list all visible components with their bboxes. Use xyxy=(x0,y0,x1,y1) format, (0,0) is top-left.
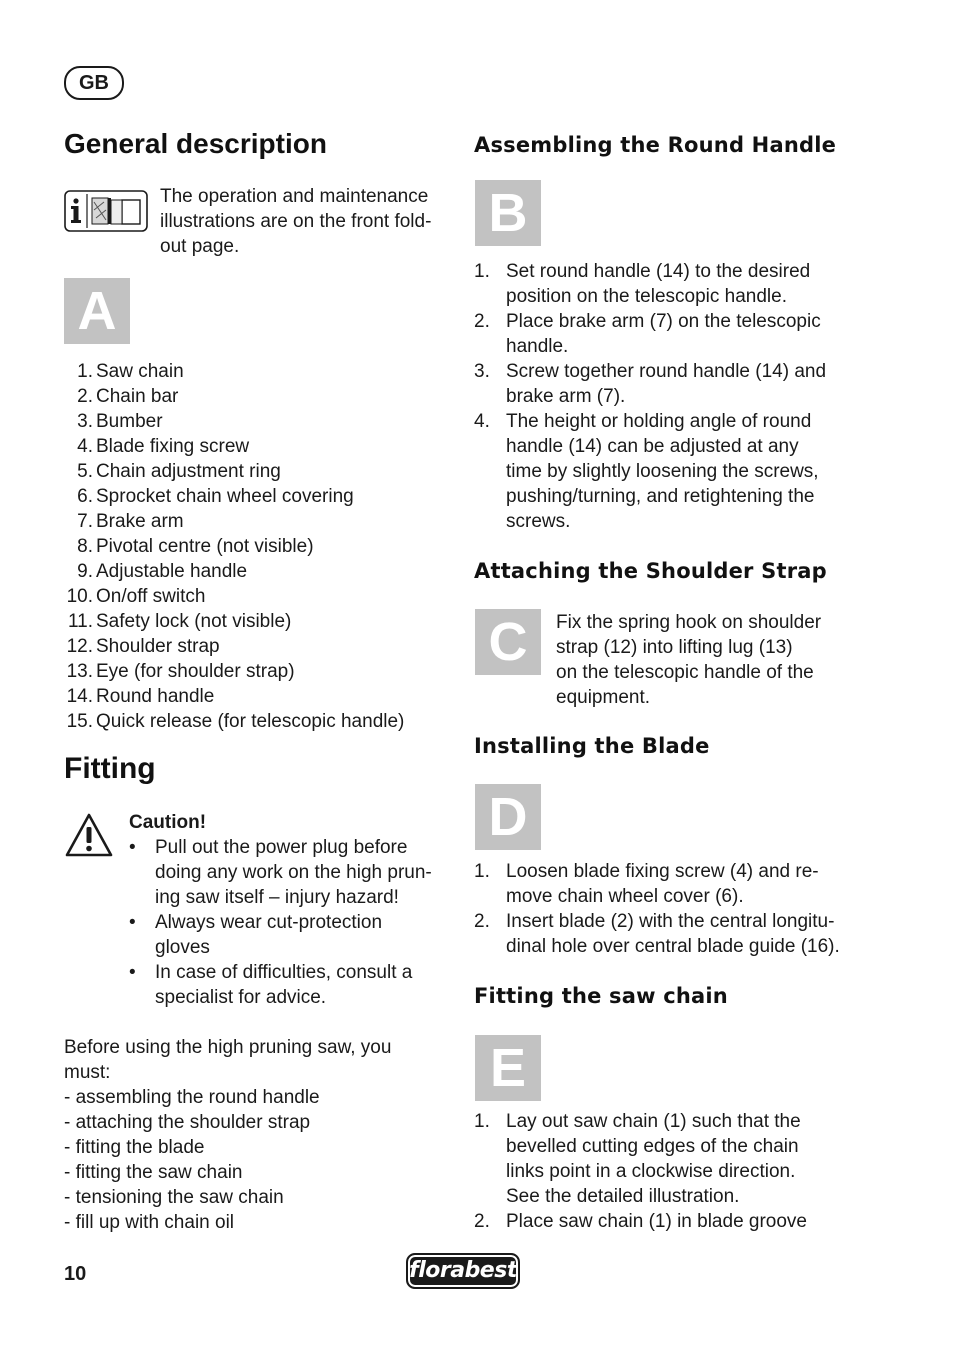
step-line: Set round handle (14) to the desired xyxy=(506,261,811,282)
before-use-line: - fitting the saw chain xyxy=(64,1162,243,1183)
item-number: 5. xyxy=(77,461,93,482)
before-use-line: Before using the high pruning saw, you xyxy=(64,1037,392,1058)
installing-blade-title: Installing the Blade xyxy=(474,734,710,758)
caution-item xyxy=(129,910,449,960)
step-item xyxy=(474,309,894,359)
installing-blade-steps xyxy=(474,859,894,959)
figure-c-label: C xyxy=(475,609,541,675)
item-text: Adjustable handle xyxy=(96,561,248,582)
step-item xyxy=(474,859,894,909)
caution-line: • In case of difficulties, consult a xyxy=(155,962,413,983)
step-line: dinal hole over central blade guide (16). xyxy=(506,936,840,957)
parts-list-item xyxy=(64,684,444,709)
step-item xyxy=(474,1109,894,1209)
before-use-line: - fill up with chain oil xyxy=(64,1212,235,1233)
caution-item xyxy=(129,960,449,1010)
before-use-line: - attaching the shoulder strap xyxy=(64,1112,311,1133)
step-item xyxy=(474,1209,894,1234)
caution-item xyxy=(129,835,449,910)
item-number: 10. xyxy=(66,586,93,607)
fitting-title: Fitting xyxy=(64,752,156,785)
parts-list-item xyxy=(64,459,444,484)
item-number: 7. xyxy=(77,511,93,532)
item-text: Chain adjustment ring xyxy=(96,461,281,482)
step-line: See the detailed illustration. xyxy=(506,1186,740,1207)
item-number: 6. xyxy=(77,486,93,507)
item-number: 3. xyxy=(77,411,93,432)
item-text: Blade fixing screw xyxy=(96,436,250,457)
round-handle-steps xyxy=(474,259,894,534)
before-use-line: - tensioning the saw chain xyxy=(64,1187,284,1208)
before-use-line: must: xyxy=(64,1062,111,1083)
figure-a-label: A xyxy=(64,278,130,344)
parts-list-item xyxy=(64,484,444,509)
step-line: The height or holding angle of round xyxy=(506,411,812,432)
step-number: 2. xyxy=(474,911,490,932)
step-line: screws. xyxy=(506,511,571,532)
parts-list-item xyxy=(64,659,444,684)
figure-d-label: D xyxy=(475,784,541,850)
item-number: 15. xyxy=(66,711,93,732)
general-description-title: General description xyxy=(64,128,327,159)
step-number: 3. xyxy=(474,361,490,382)
shoulder-strap-title: Attaching the Shoulder Strap xyxy=(474,559,827,583)
parts-list-item xyxy=(64,534,444,559)
caution-line: doing any work on the high prun- xyxy=(155,862,432,883)
parts-list-item xyxy=(64,584,444,609)
step-line: Insert blade (2) with the central longitu- xyxy=(506,911,835,932)
item-text: Shoulder strap xyxy=(96,636,220,657)
parts-list-item xyxy=(64,709,444,734)
item-text: Brake arm xyxy=(96,511,184,532)
step-line: Loosen blade fixing screw (4) and re- xyxy=(506,861,819,882)
round-handle-title: Assembling the Round Handle xyxy=(474,133,837,157)
before-use-list xyxy=(64,1035,444,1235)
before-use-line: - fitting the blade xyxy=(64,1137,205,1158)
warning-triangle-icon xyxy=(64,812,114,858)
step-line: Screw together round handle (14) and xyxy=(506,361,827,382)
before-use-line: - assembling the round handle xyxy=(64,1087,320,1108)
item-text: Sprocket chain wheel covering xyxy=(96,486,354,507)
parts-list-item xyxy=(64,409,444,434)
step-line: handle (14) can be adjusted at any xyxy=(506,436,799,457)
language-badge: GB xyxy=(64,66,124,100)
item-number: 2. xyxy=(77,386,93,407)
item-text: Bumber xyxy=(96,411,163,432)
caution-line: • Pull out the power plug before xyxy=(155,837,408,858)
parts-list-item xyxy=(64,509,444,534)
item-text: Safety lock (not visible) xyxy=(96,611,292,632)
caution-line: • Always wear cut-protection xyxy=(155,912,383,933)
step-line: bevelled cutting edges of the chain xyxy=(506,1136,799,1157)
step-number: 2. xyxy=(474,311,490,332)
item-text: On/off switch xyxy=(96,586,206,607)
item-number: 9. xyxy=(77,561,93,582)
step-line: position on the telescopic handle. xyxy=(506,286,787,307)
parts-list-item xyxy=(64,434,444,459)
parts-list-item xyxy=(64,609,444,634)
item-text: Quick release (for telescopic handle) xyxy=(96,711,405,732)
step-line: brake arm (7). xyxy=(506,386,626,407)
step-line: links point in a clockwise direction. xyxy=(506,1161,796,1182)
step-line: move chain wheel cover (6). xyxy=(506,886,744,907)
step-item xyxy=(474,259,894,309)
step-line: time by slightly loosening the screws, xyxy=(506,461,819,482)
parts-list-item xyxy=(64,559,444,584)
page-number: 10 xyxy=(64,1263,87,1285)
parts-list-item xyxy=(64,634,444,659)
step-line: Lay out saw chain (1) such that the xyxy=(506,1111,801,1132)
caution-title: Caution! xyxy=(129,812,207,833)
step-item xyxy=(474,359,894,409)
item-text: Eye (for shoulder strap) xyxy=(96,661,295,682)
step-line: Place brake arm (7) on the telescopic xyxy=(506,311,821,332)
step-line: handle. xyxy=(506,336,569,357)
item-text: Pivotal centre (not visible) xyxy=(96,536,314,557)
parts-list xyxy=(64,359,444,734)
florabest-logo: florabest xyxy=(406,1253,520,1289)
parts-list-item xyxy=(64,359,444,384)
fitting-saw-chain-steps xyxy=(474,1109,894,1234)
step-item xyxy=(474,909,894,959)
parts-list-item xyxy=(64,384,444,409)
info-note: The operation and maintenance illustrations are on the front fold- out page. xyxy=(160,186,432,257)
caution-list xyxy=(129,835,449,1010)
item-text: Saw chain xyxy=(96,361,184,382)
item-text: Round handle xyxy=(96,686,215,707)
step-number: 1. xyxy=(474,1111,490,1132)
info-book-icon xyxy=(64,190,148,232)
item-text: Chain bar xyxy=(96,386,179,407)
item-number: 14. xyxy=(66,686,93,707)
item-number: 4. xyxy=(77,436,93,457)
step-line: Place saw chain (1) in blade groove xyxy=(506,1211,808,1232)
step-number: 4. xyxy=(474,411,490,432)
step-number: 1. xyxy=(474,861,490,882)
item-number: 12. xyxy=(66,636,93,657)
step-number: 1. xyxy=(474,261,490,282)
figure-e-label: E xyxy=(475,1035,541,1101)
item-number: 8. xyxy=(77,536,93,557)
caution-line: gloves xyxy=(155,937,210,958)
step-item xyxy=(474,409,894,534)
caution-line: specialist for advice. xyxy=(155,987,327,1008)
step-line: pushing/turning, and retightening the xyxy=(506,486,815,507)
shoulder-strap-text: Fix the spring hook on shoulder strap (12) into lifting lug (13) on the telescopic handle of the equipment. xyxy=(556,612,822,708)
item-number: 11. xyxy=(67,611,93,632)
step-number: 2. xyxy=(474,1211,490,1232)
item-number: 13. xyxy=(66,661,93,682)
item-number: 1. xyxy=(77,361,93,382)
fitting-saw-chain-title: Fitting the saw chain xyxy=(474,984,728,1008)
figure-b-label: B xyxy=(475,180,541,246)
caution-line: ing saw itself – injury hazard! xyxy=(155,887,399,908)
